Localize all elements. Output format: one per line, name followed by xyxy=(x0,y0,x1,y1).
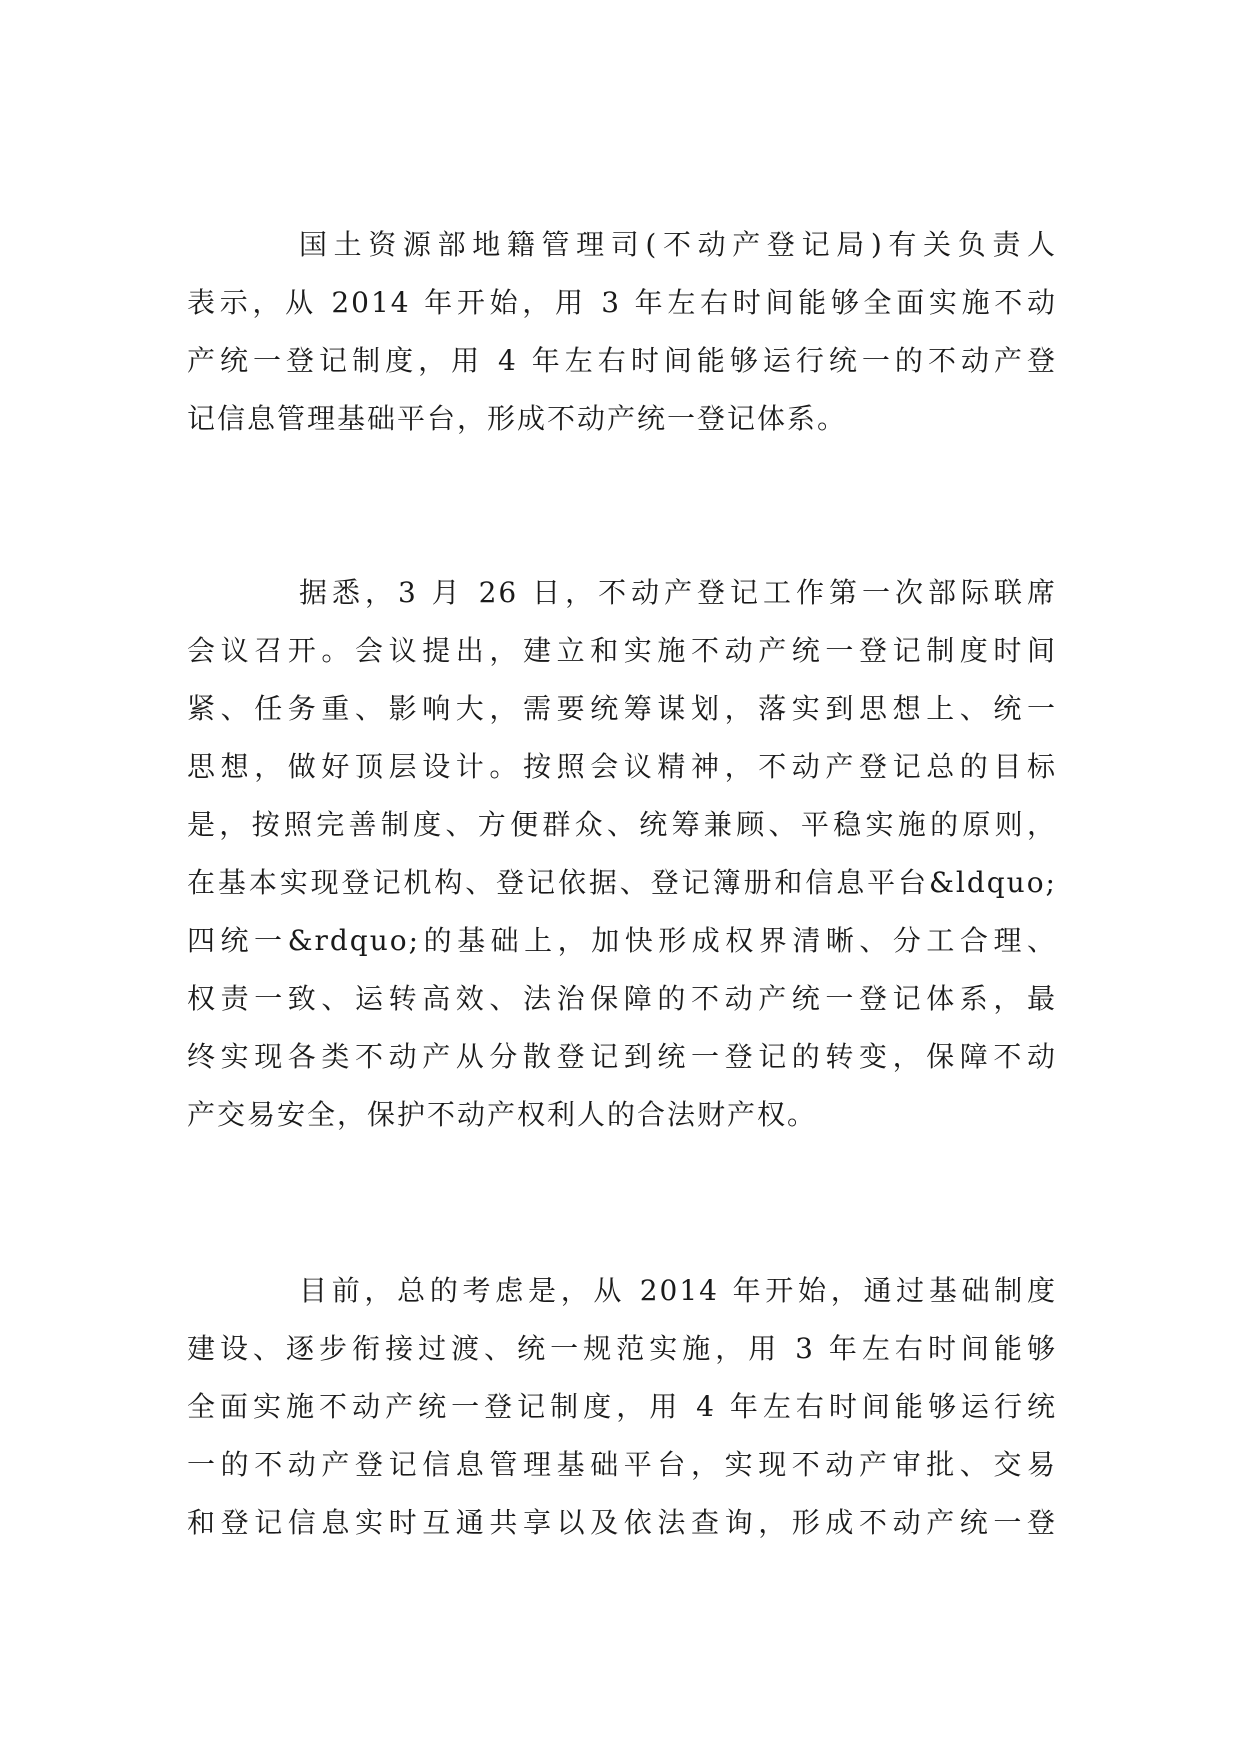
paragraph xyxy=(187,1262,1057,1552)
paragraph-line: 产统一登记制度，用 4 年左右时间能够运行统一的不动产登 xyxy=(187,344,1057,377)
paragraph-line: 终实现各类不动产从分散登记到统一登记的转变，保障不动 xyxy=(187,1040,1057,1073)
paragraph-line: 国土资源部地籍管理司(不动产登记局)有关负责人 xyxy=(299,228,1057,261)
paragraph xyxy=(187,564,1057,1144)
paragraph-line: 紧、任务重、影响大，需要统筹谋划，落实到思想上、统一 xyxy=(187,692,1057,725)
paragraph-line: 据悉，3 月 26 日，不动产登记工作第一次部际联席 xyxy=(299,576,1057,609)
paragraph-line: 目前，总的考虑是，从 2014 年开始，通过基础制度 xyxy=(299,1274,1057,1307)
paragraph-line: 记信息管理基础平台，形成不动产统一登记体系。 xyxy=(187,402,848,435)
paragraph-line: 四统一&rdquo;的基础上，加快形成权界清晰、分工合理、 xyxy=(187,924,1057,957)
paragraph-line: 和登记信息实时互通共享以及依法查询，形成不动产统一登 xyxy=(187,1506,1057,1539)
paragraph-line: 是，按照完善制度、方便群众、统筹兼顾、平稳实施的原则， xyxy=(187,808,1057,841)
paragraph-line: 思想，做好顶层设计。按照会议精神，不动产登记总的目标 xyxy=(187,750,1057,783)
paragraph-line: 会议召开。会议提出，建立和实施不动产统一登记制度时间 xyxy=(187,634,1057,667)
paragraph-line: 全面实施不动产统一登记制度，用 4 年左右时间能够运行统 xyxy=(187,1390,1057,1423)
paragraph xyxy=(187,216,1057,448)
paragraph-line: 权责一致、运转高效、法治保障的不动产统一登记体系，最 xyxy=(187,982,1057,1015)
paragraph-line: 在基本实现登记机构、登记依据、登记簿册和信息平台&ldquo; xyxy=(187,866,1057,899)
paragraph-line: 表示，从 2014 年开始，用 3 年左右时间能够全面实施不动 xyxy=(187,286,1057,319)
paragraph-line: 建设、逐步衔接过渡、统一规范实施，用 3 年左右时间能够 xyxy=(187,1332,1057,1365)
paragraph-line: 一的不动产登记信息管理基础平台，实现不动产审批、交易 xyxy=(187,1448,1057,1481)
paragraph-line: 产交易安全，保护不动产权利人的合法财产权。 xyxy=(187,1098,818,1131)
